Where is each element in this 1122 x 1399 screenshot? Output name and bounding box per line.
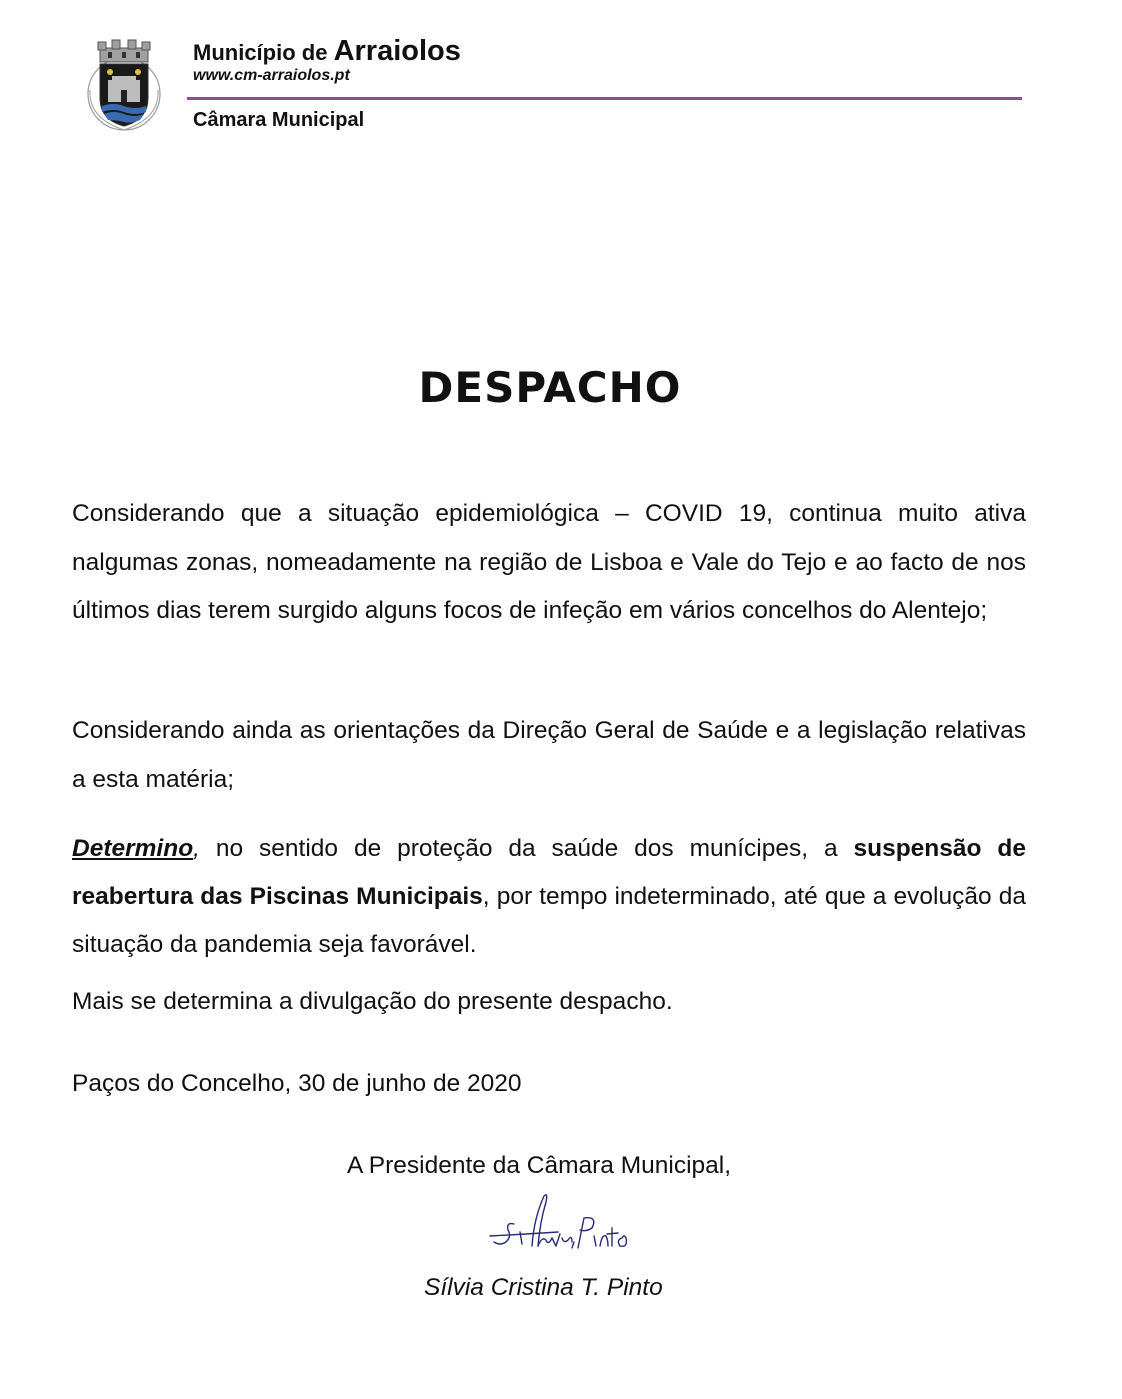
signer-name: Sílvia Cristina T. Pinto [424,1274,663,1301]
coat-of-arms-icon [80,38,168,132]
signer-role: A Presidente da Câmara Municipal, [347,1152,732,1179]
handwritten-signature [488,1188,638,1260]
letterhead-subtitle: Câmara Municipal [193,109,365,131]
paragraph-1: Considerando que a situação epidemiológica – COVID 19, continua muito ativa nalgumas zonas, nomeadamente na região de Lisboa e Vale do Tejo e ao facto de nos últimos dias terem surgido alguns focos de infeção em vários concelhos do Alentejo; [72,500,1026,625]
header-divider [187,97,1022,100]
paragraph-3 [72,825,1026,969]
document-title: DESPACHO [418,363,682,412]
municipality-heading [193,34,1023,70]
determination-tail: , por tempo indeterminado, até que a evolução da situação da pandemia seja favorável. [72,883,1026,958]
municipality-prefix: Município de [193,40,328,65]
letterhead [193,34,1023,85]
website-link[interactable]: www.cm-arraiolos.pt [193,67,350,84]
determination-keyword: Determino [72,835,194,862]
determination-comma: , [193,835,200,862]
determination-bold-text: suspensão de reabertura das Piscinas Municipais [72,835,1026,910]
date-line: Paços do Concelho, 30 de junho de 2020 [72,1070,522,1097]
determination-text: no sentido de proteção da saúde dos munícipes, a [199,835,854,862]
paragraph-4: Mais se determina a divulgação do presente despacho. [72,988,673,1015]
municipality-name: Arraiolos [333,35,461,67]
paragraph-2: Considerando ainda as orientações da Direção Geral de Saúde e a legislação relativas a esta matéria; [72,717,1026,793]
